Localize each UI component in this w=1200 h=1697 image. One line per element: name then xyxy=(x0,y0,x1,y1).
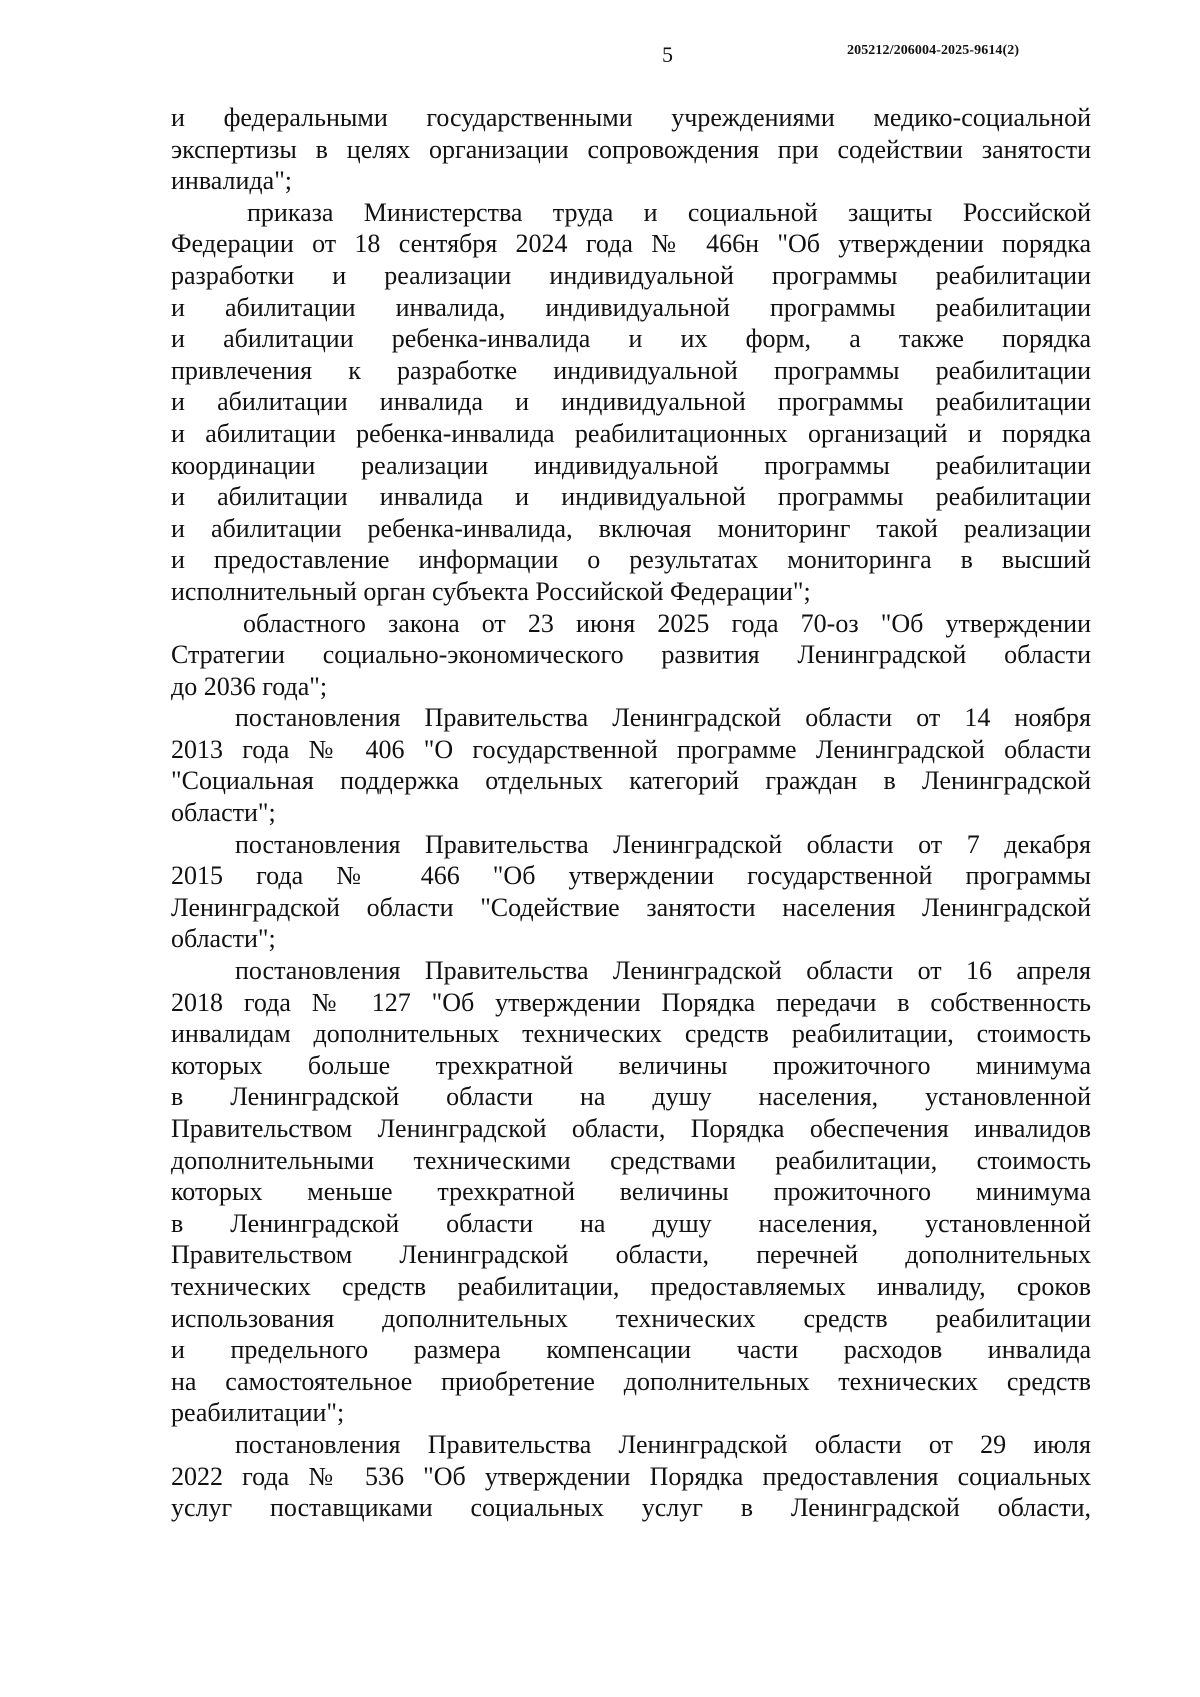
text-line: Ленинградской области "Содействие занятости населения Ленинградской xyxy=(171,892,1091,922)
text-line: Федерации от 18 сентября 2024 года № 466н "Об утверждении порядка xyxy=(171,229,1091,259)
document-number: 205212/206004-2025-9614(2) xyxy=(847,43,1020,58)
text-line: которых больше трехкратной величины прожиточного минимума xyxy=(171,1050,1091,1080)
text-line: которых меньше трехкратной величины прожиточного минимума xyxy=(171,1177,1091,1207)
text-line: на самостоятельное приобретение дополнительных технических средств xyxy=(171,1366,1091,1396)
text-line: и абилитации инвалида, индивидуальной программы реабилитации xyxy=(171,292,1091,322)
text-line: и предельного размера компенсации части расходов инвалида xyxy=(171,1335,1091,1365)
text-line: области"; xyxy=(171,798,276,828)
text-line: и абилитации ребенка-инвалида, включая мониторинг такой реализации xyxy=(171,513,1091,543)
text-line: и абилитации инвалида и индивидуальной программы реабилитации xyxy=(171,482,1091,512)
text-line: Стратегии социально-экономического развития Ленинградской области xyxy=(171,640,1091,670)
paragraph xyxy=(171,955,1091,1429)
text-line: области"; xyxy=(171,924,276,954)
text-line: реабилитации"; xyxy=(171,1398,345,1428)
text-line: инвалидам дополнительных технических средств реабилитации, стоимость xyxy=(171,1019,1091,1049)
text-line: привлечения к разработке индивидуальной программы реабилитации xyxy=(171,355,1091,385)
page-number: 5 xyxy=(662,42,673,67)
paragraph xyxy=(171,608,1091,703)
text-line: технических средств реабилитации, предоставляемых инвалиду, сроков xyxy=(171,1271,1091,1301)
text-line: использования дополнительных технических средств реабилитации xyxy=(171,1303,1091,1333)
text-line: Правительством Ленинградской области, перечней дополнительных xyxy=(171,1240,1091,1270)
text-line: и абилитации ребенка-инвалида и их форм, а также порядка xyxy=(171,324,1091,354)
paragraph xyxy=(171,197,1091,608)
text-line: постановления Правительства Ленинградской области от 14 ноября xyxy=(235,703,1091,733)
text-line: дополнительными техническими средствами реабилитации, стоимость xyxy=(171,1145,1091,1175)
text-line: 2013 года № 406 "О государственной программе Ленинградской области xyxy=(171,734,1091,764)
text-line: координации реализации индивидуальной программы реабилитации xyxy=(171,450,1091,480)
text-line: исполнительный орган субъекта Российской Федерации"; xyxy=(171,576,811,606)
text-line: приказа Министерства труда и социальной защиты Российской xyxy=(247,197,1091,227)
text-line: 2015 года № 466 "Об утверждении государственной программы xyxy=(171,861,1091,891)
text-line: постановления Правительства Ленинградской области от 29 июля xyxy=(235,1429,1091,1459)
text-line: 2022 года № 536 "Об утверждении Порядка предоставления социальных xyxy=(171,1461,1091,1491)
text-line: услуг поставщиками социальных услуг в Ленинградской области, xyxy=(171,1493,1091,1523)
text-line: в Ленинградской области на душу населения, установленной xyxy=(171,1082,1091,1112)
paragraph xyxy=(171,702,1091,828)
document-body xyxy=(171,102,1091,1524)
text-line: областного закона от 23 июня 2025 года 70-оз "Об утверждении xyxy=(243,608,1091,638)
text-line: и абилитации инвалида и индивидуальной программы реабилитации xyxy=(171,387,1091,417)
text-line: и абилитации ребенка-инвалида реабилитационных организаций и порядка xyxy=(171,418,1091,448)
text-line: экспертизы в целях организации сопровождения при содействии занятости xyxy=(171,134,1091,164)
text-line: постановления Правительства Ленинградской области от 16 апреля xyxy=(235,956,1091,986)
text-line: "Социальная поддержка отдельных категорий граждан в Ленинградской xyxy=(171,766,1091,796)
text-line: и федеральными государственными учреждениями медико-социальной xyxy=(171,103,1091,132)
text-line: 2018 года № 127 "Об утверждении Порядка передачи в собственность xyxy=(171,987,1091,1017)
text-line: постановления Правительства Ленинградской области от 7 декабря xyxy=(235,829,1091,859)
text-line: до 2036 года"; xyxy=(171,671,328,701)
text-line: разработки и реализации индивидуальной программы реабилитации xyxy=(171,260,1091,290)
paragraph xyxy=(171,829,1091,955)
paragraph xyxy=(171,1429,1091,1524)
text-line: и предоставление информации о результатах мониторинга в высший xyxy=(171,545,1091,575)
text-line: инвалида"; xyxy=(171,166,293,196)
paragraph xyxy=(171,102,1091,197)
text-line: Правительством Ленинградской области, Порядка обеспечения инвалидов xyxy=(171,1114,1091,1143)
text-line: в Ленинградской области на душу населения, установленной xyxy=(171,1208,1091,1238)
